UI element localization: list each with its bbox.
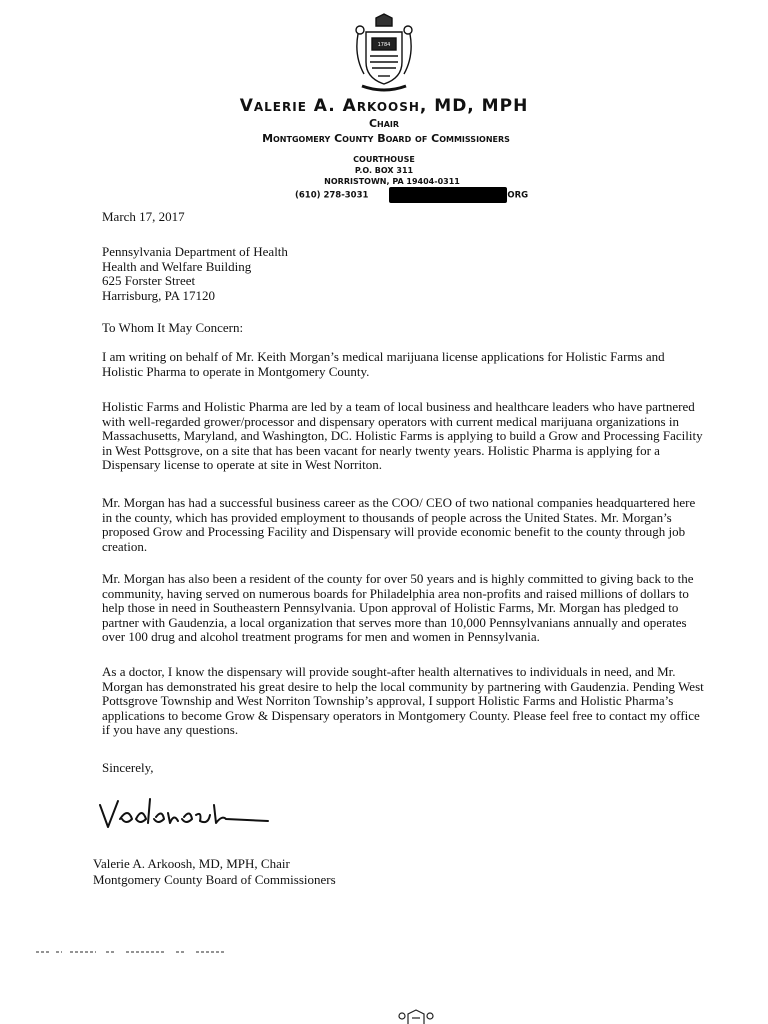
- letterhead-title: Chair: [368, 117, 400, 130]
- signer-block: [93, 856, 336, 888]
- letterhead-web-suffix: ORG: [507, 190, 529, 201]
- recipient-line: Harrisburg, PA 17120: [102, 287, 216, 303]
- footer-seal-icon: [396, 1008, 436, 1024]
- letterhead-phone: (610) 278-3031: [295, 190, 369, 201]
- closing: Sincerely,: [102, 760, 154, 775]
- body-paragraph: Holistic Farms and Holistic Pharma are led by a team of local business and healthcare leaders who have partnered with well-regarded grower/processor and dispensary operators with current medical marijuana organizations in Massachusetts, Maryland, and Washington, DC. Holistic Farms is applying to build a Grow and Processing Facility in West Pottsgrove, on a site that has been vacant for nearly twenty years. Holistic Pharma is applying for a Dispensary license to operate at site in West Norriton.: [102, 399, 703, 472]
- recipient-line: Health and Welfare Building: [102, 258, 252, 274]
- signer-name: Valerie A. Arkoosh, MD, MPH, Chair: [93, 856, 290, 871]
- letterhead-address-line3: NORRISTOWN, PA 19404-0311: [324, 177, 460, 186]
- body-paragraph: Mr. Morgan has had a successful business career as the COO/ CEO of two national companies headquartered here in the county, which has provided employment to thousands of people across the United States. Mr. Morgan’s proposed Grow and Processing Facility and Dispensary will provide economic benefit to the county through job creation.: [102, 495, 696, 554]
- body-paragraph: As a doctor, I know the dispensary will provide sought-after health alternatives to individuals in need, and Mr. Morgan has demonstrated his great desire to help the local community by partnering with Gaudenzia. Pending West Pottsgrove Township and West Norriton Township’s approval, I support Holistic Farms and Holistic Pharma’s applications to become Grow & Dispensary operators in Montgomery County. Please feel free to contact my office if you have any questions.: [102, 664, 704, 737]
- county-seal-icon: [348, 12, 420, 96]
- salutation: To Whom It May Concern:: [102, 320, 244, 335]
- scan-artifact-divider: [36, 950, 226, 954]
- body-paragraph: I am writing on behalf of Mr. Keith Morgan’s medical marijuana license applications for Holistic Farms and Holistic Pharma to operate in Montgomery County.: [102, 349, 665, 379]
- signer-org: Montgomery County Board of Commissioners: [93, 872, 336, 887]
- recipient-line: 625 Forster Street: [102, 273, 196, 288]
- body-paragraph: Mr. Morgan has also been a resident of the county for over 50 years and is highly committed to giving back to the community, having served on numerous boards for Philadelphia area non-profits and raised millions of dollars to help those in need in Southeastern Pennsylvania. Upon approval of Holistic Farms, Mr. Morgan has pledged to partner with Gaudenzia, a local organization that serves more than 10,000 Pennsylvanians annually and operates over 100 drug and alcohol treatment programs for men and women in Pennsylvania.: [102, 571, 694, 644]
- letterhead-contact: [295, 187, 528, 203]
- letterhead-address-line1: COURTHOUSE: [353, 155, 415, 164]
- recipient-line: Pennsylvania Department of Health: [102, 244, 288, 259]
- recipient-address: [102, 245, 704, 303]
- letterhead-board: Montgomery County Board of Commissioners: [262, 132, 510, 145]
- letterhead-name: Valerie A. Arkoosh, MD, MPH: [239, 96, 529, 116]
- svg-text:1784: 1784: [377, 42, 391, 48]
- handwritten-signature: [98, 795, 270, 835]
- redaction-bar: [389, 187, 507, 203]
- letterhead-address-line2: P.O. BOX 311: [354, 166, 414, 175]
- letter-date: March 17, 2017: [102, 209, 185, 224]
